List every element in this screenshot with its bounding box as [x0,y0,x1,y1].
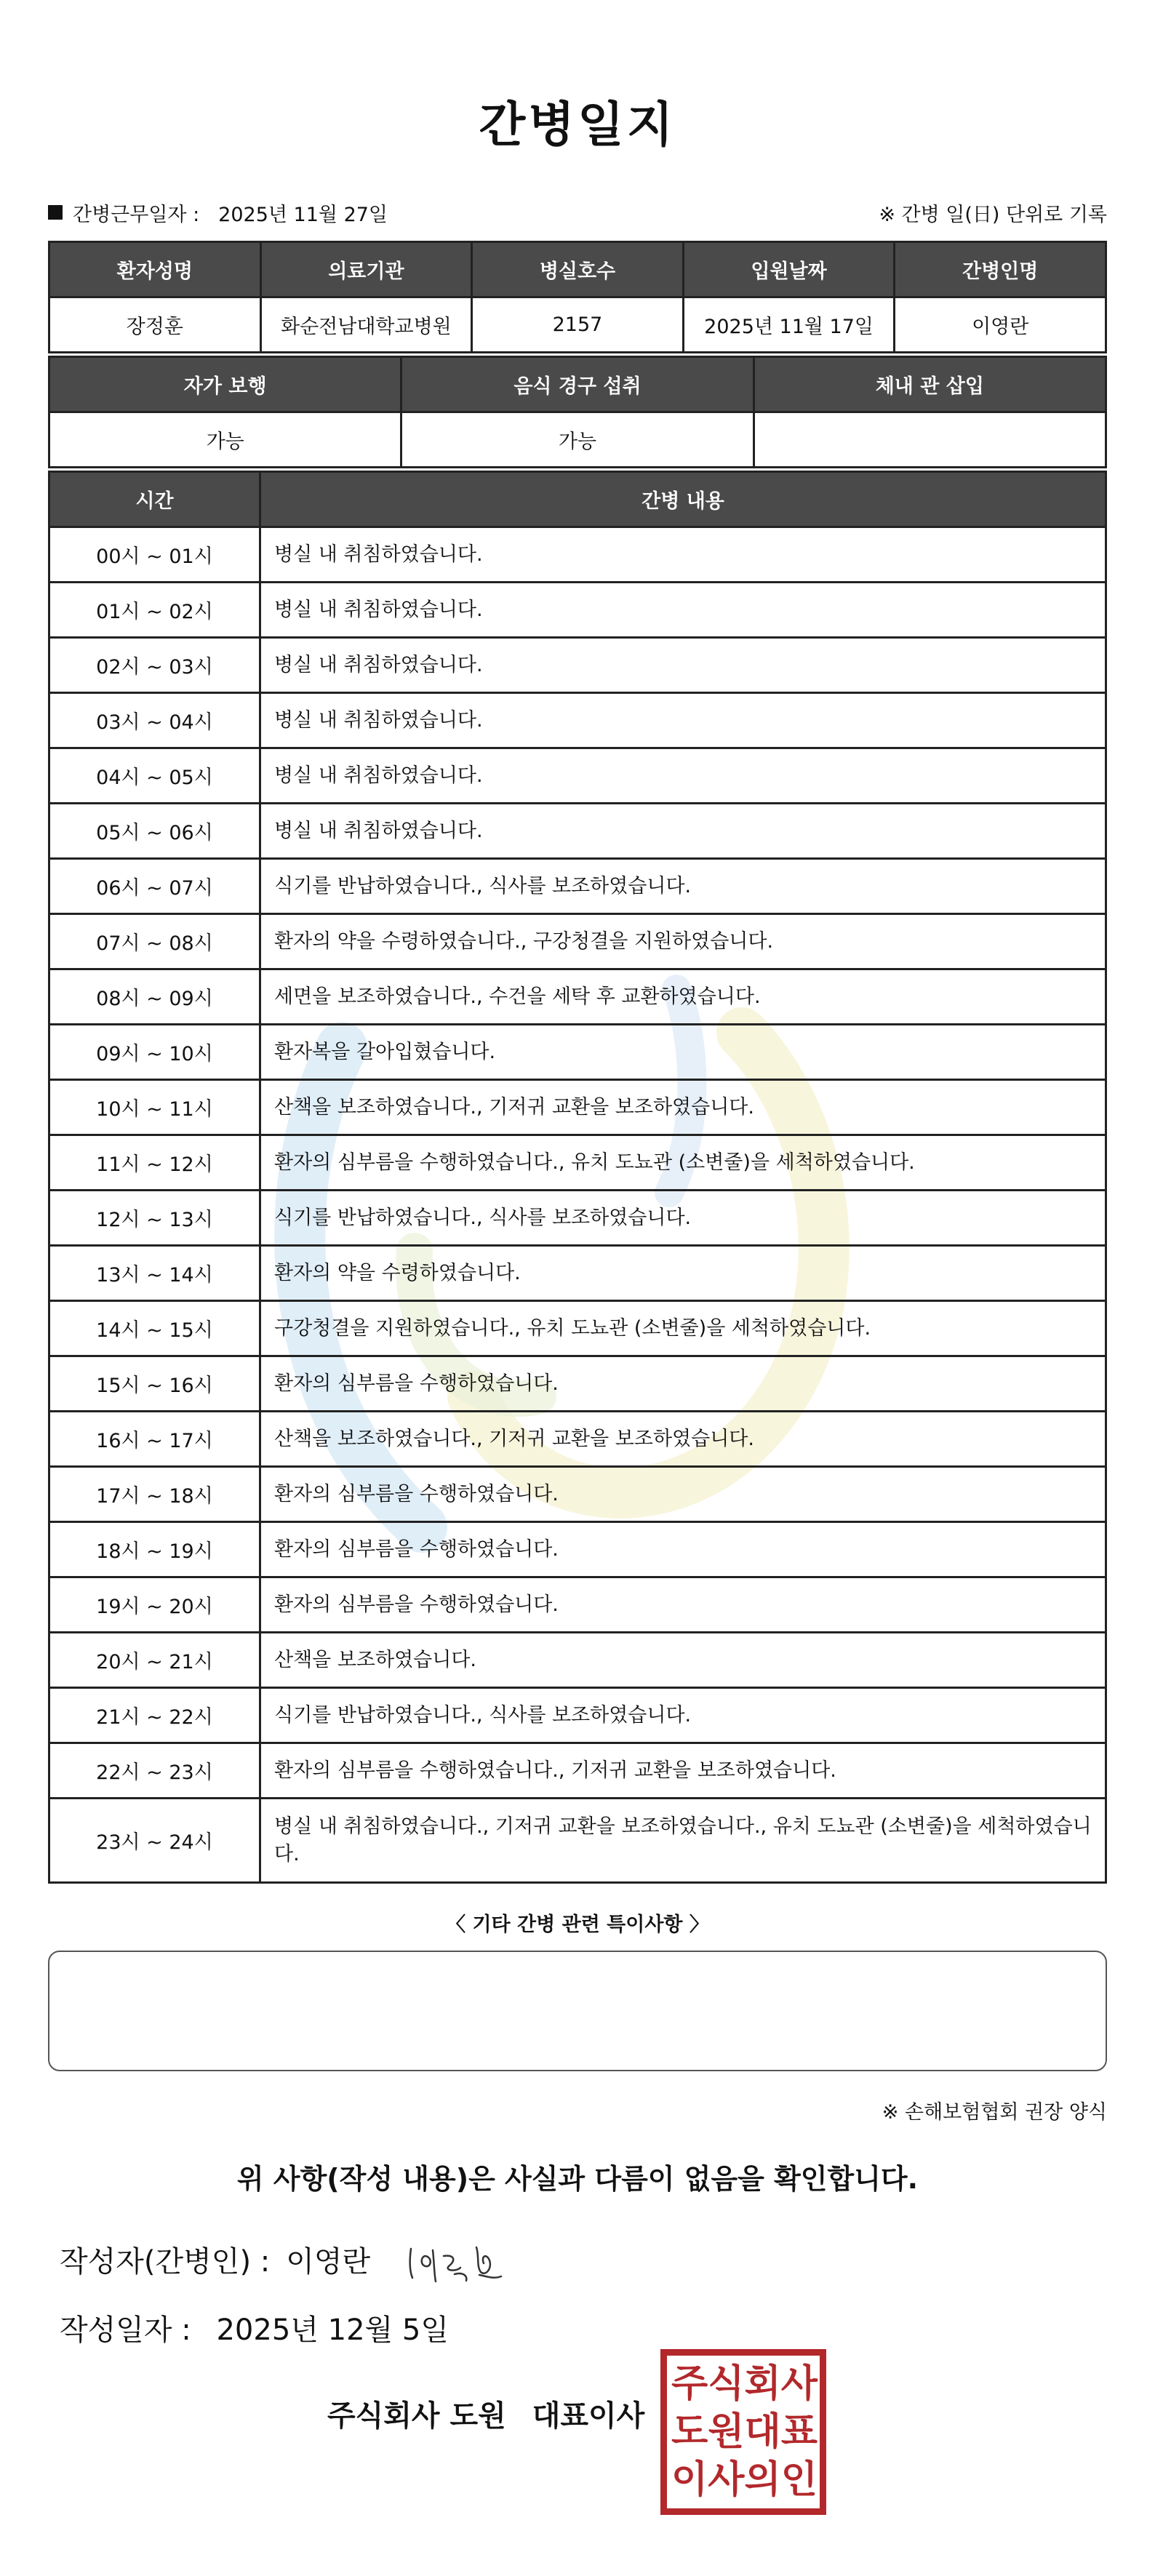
log-time: 04시 ~ 05시 [49,748,260,804]
log-content: 산책을 보조하였습니다., 기저귀 교환을 보조하였습니다. [260,1080,1106,1135]
log-time: 14시 ~ 15시 [49,1301,260,1356]
seal-char: 표 [780,2410,818,2454]
log-time: 00시 ~ 01시 [49,527,260,583]
log-content: 세면을 보조하였습니다., 수건을 세탁 후 교환하였습니다. [260,969,1106,1025]
table-row [49,1301,1106,1356]
log-time: 22시 ~ 23시 [49,1743,260,1799]
log-content: 환자의 심부름을 수행하였습니다. [260,1356,1106,1412]
room-number: 2157 [472,297,684,353]
log-time: 08시 ~ 09시 [49,969,260,1025]
log-content: 병실 내 취침하였습니다., 기저귀 교환을 보조하였습니다., 유치 도뇨관 (소변줄)을 세척하였습니다. [260,1799,1106,1883]
table-row [49,1025,1106,1080]
header-self-walking: 자가 보행 [49,357,401,412]
header-caregiver-name: 간병인명 [895,242,1106,297]
care-log-table [48,471,1107,1884]
log-content: 식기를 반납하였습니다., 식사를 보조하였습니다. [260,1688,1106,1743]
table-row [49,1135,1106,1191]
seal-char: 회 [744,2362,781,2406]
hospital-name: 화순전남대학교병원 [260,297,472,353]
company-name: 주식회사 도원 [327,2399,506,2433]
patient-status-table [48,356,1107,468]
log-time: 16시 ~ 17시 [49,1412,260,1467]
log-content: 식기를 반납하였습니다., 식사를 보조하였습니다. [260,859,1106,914]
header-time: 시간 [49,472,260,527]
log-time: 12시 ~ 13시 [49,1191,260,1246]
notes-box [48,1951,1107,2071]
log-time: 18시 ~ 19시 [49,1522,260,1577]
log-content: 환자의 약을 수령하였습니다. [260,1246,1106,1301]
log-time: 15시 ~ 16시 [49,1356,260,1412]
table-row [49,527,1106,583]
table-row [49,1577,1106,1633]
log-content: 구강청결을 지원하였습니다., 유치 도뇨관 (소변줄)을 세척하였습니다. [260,1301,1106,1356]
work-date-row [48,198,1107,227]
patient-name: 장정훈 [49,297,261,353]
log-time: 05시 ~ 06시 [49,804,260,859]
log-content: 병실 내 취침하였습니다. [260,804,1106,859]
oral-intake-value: 가능 [401,412,754,468]
header-tube-insertion: 체내 관 삽입 [754,357,1106,412]
company-role: 대표이사 [532,2399,645,2433]
seal-char: 인 [780,2458,818,2502]
log-content: 환자의 심부름을 수행하였습니다., 유치 도뇨관 (소변줄)을 세척하였습니다. [260,1135,1106,1191]
log-content: 산책을 보조하였습니다., 기저귀 교환을 보조하였습니다. [260,1412,1106,1467]
log-time: 01시 ~ 02시 [49,583,260,638]
caregiver-name: 이영란 [895,297,1106,353]
self-walking-value: 가능 [49,412,401,468]
log-time: 09시 ~ 10시 [49,1025,260,1080]
table-row [49,1246,1106,1301]
work-date-label: 간병근무일자 : [73,203,200,226]
header-hospital: 의료기관 [260,242,472,297]
log-content: 환자의 심부름을 수행하였습니다. [260,1522,1106,1577]
table-row [49,1688,1106,1743]
log-content: 식기를 반납하였습니다., 식사를 보조하였습니다. [260,1191,1106,1246]
seal-char: 도 [671,2410,708,2454]
author-name: 이영란 [286,2245,371,2279]
log-time: 17시 ~ 18시 [49,1467,260,1522]
header-admission-date: 입원날짜 [683,242,895,297]
author-label: 작성자(간병인) : [60,2245,271,2279]
log-time: 03시 ~ 04시 [49,693,260,748]
log-time: 13시 ~ 14시 [49,1246,260,1301]
table-row [49,804,1106,859]
table-row [49,1633,1106,1688]
table-row [49,583,1106,638]
black-square-icon [48,205,63,220]
log-time: 11시 ~ 12시 [49,1135,260,1191]
log-time: 23시 ~ 24시 [49,1799,260,1883]
log-content: 병실 내 취침하였습니다. [260,527,1106,583]
seal-char: 식 [708,2362,745,2406]
header-oral-intake: 음식 경구 섭취 [401,357,754,412]
log-time: 21시 ~ 22시 [49,1688,260,1743]
table-row [49,1191,1106,1246]
company-line [327,2393,644,2434]
log-content: 산책을 보조하였습니다. [260,1633,1106,1688]
log-content: 환자의 심부름을 수행하였습니다. [260,1467,1106,1522]
log-time: 02시 ~ 03시 [49,638,260,693]
admission-date: 2025년 11월 17일 [683,297,895,353]
log-time: 07시 ~ 08시 [49,914,260,969]
seal-char: 사 [708,2458,745,2502]
written-date-label: 작성일자 : [60,2313,191,2347]
table-row [49,1743,1106,1799]
log-time: 10시 ~ 11시 [49,1080,260,1135]
table-row [49,1356,1106,1412]
log-content: 병실 내 취침하였습니다. [260,748,1106,804]
table-row [49,1467,1106,1522]
seal-char: 사 [780,2362,818,2406]
table-row [49,748,1106,804]
header-room-number: 병실호수 [472,242,684,297]
table-row [49,638,1106,693]
author-line [60,2239,370,2280]
table-row [49,1080,1106,1135]
tube-insertion-value [754,412,1106,468]
seal-char: 원 [708,2410,745,2454]
table-row [49,1412,1106,1467]
table-row [49,859,1106,914]
table-row [49,914,1106,969]
log-time: 06시 ~ 07시 [49,859,260,914]
log-content: 환자의 약을 수령하였습니다., 구강청결을 지원하였습니다. [260,914,1106,969]
handwritten-signature [404,2234,535,2292]
table-row [49,693,1106,748]
confirmation-statement: 위 사항(작성 내용)은 사실과 다름이 없음을 확인합니다. [236,2163,919,2195]
log-content: 병실 내 취침하였습니다. [260,583,1106,638]
written-date-line [60,2307,449,2348]
company-seal-stamp [660,2349,826,2515]
table-row [49,1799,1106,1883]
page-title: 간병일지 [479,97,676,153]
log-content: 환자의 심부름을 수행하였습니다. [260,1577,1106,1633]
log-content: 병실 내 취침하였습니다. [260,693,1106,748]
header-patient-name: 환자성명 [49,242,261,297]
seal-char: 주 [671,2362,708,2406]
log-content: 환자복을 갈아입혔습니다. [260,1025,1106,1080]
log-content: 환자의 심부름을 수행하였습니다., 기저귀 교환을 보조하였습니다. [260,1743,1106,1799]
form-source-note: ※ 손해보험협회 권장 양식 [882,2101,1107,2124]
log-time: 19시 ~ 20시 [49,1577,260,1633]
header-care-content: 간병 내용 [260,472,1106,527]
seal-char: 대 [744,2410,781,2454]
seal-char: 이 [671,2458,708,2502]
table-row [49,1522,1106,1577]
record-unit-note: ※ 간병 일(日) 단위로 기록 [879,203,1107,226]
written-date-value: 2025년 12월 5일 [216,2313,449,2347]
seal-char: 의 [744,2458,781,2502]
work-date-value: 2025년 11월 27일 [218,203,388,226]
notes-title: 〈 기타 간병 관련 특이사항 〉 [446,1913,709,1936]
table-row [49,969,1106,1025]
log-time: 20시 ~ 21시 [49,1633,260,1688]
log-content: 병실 내 취침하였습니다. [260,638,1106,693]
patient-info-table [48,241,1107,353]
